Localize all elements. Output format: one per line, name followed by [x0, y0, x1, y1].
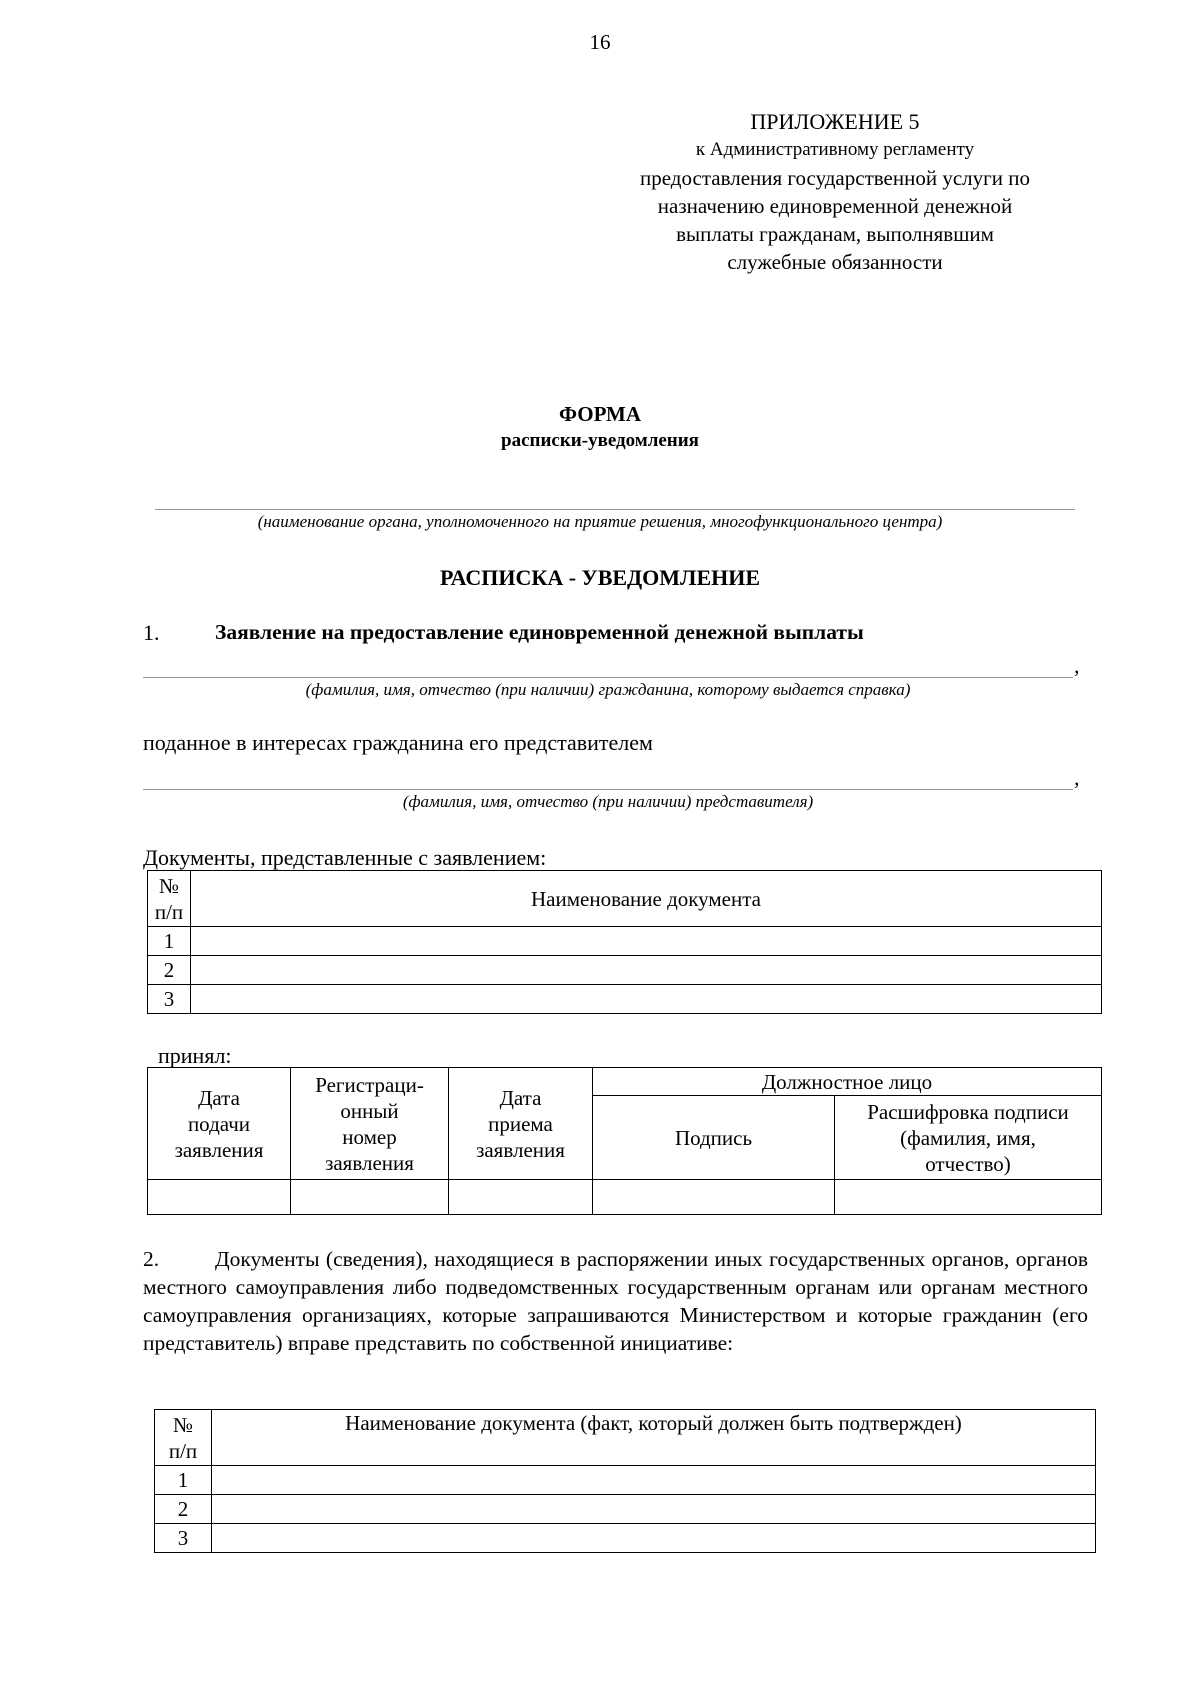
row-number: 3: [148, 985, 191, 1014]
col-reg-number-header: Регистраци- онный номер заявления: [291, 1068, 449, 1180]
documents-table: [147, 870, 1102, 1014]
document-name-cell[interactable]: [212, 1495, 1096, 1524]
col-number-header: № п/п: [155, 1410, 212, 1466]
section2-paragraph: [143, 1245, 1088, 1357]
appendix-title: ПРИЛОЖЕНИЕ 5: [750, 109, 920, 134]
form-title: ФОРМА: [558, 402, 642, 426]
section2-number: 2.: [143, 1247, 160, 1271]
reg-number-cell[interactable]: [291, 1180, 449, 1215]
org-caption: (наименование органа, уполномоченного на приятие решения, многофункционального центра): [257, 512, 943, 531]
section1-number: 1.: [143, 620, 160, 645]
section2-text: Документы (сведения), находящиеся в распоряжении иных государственных органов, органов местного самоуправления либо подведомственных государственным органам или органам местного самоуправления организациях, которые запрашиваются Министерством и которые гражданин (его представитель) вправе представить по собственной инициативе:: [143, 1247, 1088, 1355]
col-signature-header: Подпись: [593, 1096, 835, 1180]
page-number: 16: [589, 30, 611, 54]
comma: ,: [1074, 653, 1080, 678]
appendix-line: служебные обязанности: [727, 250, 943, 274]
col-accept-date-header: Дата приема заявления: [449, 1068, 593, 1180]
appendix-line: к Административному регламенту: [695, 139, 975, 160]
submit-date-cell[interactable]: [148, 1180, 291, 1215]
document-name-cell[interactable]: [191, 985, 1102, 1014]
table-row: [148, 927, 1102, 956]
documents-label: Документы, представленные с заявлением:: [143, 845, 547, 870]
citizen-caption: (фамилия, имя, отчество (при наличии) гражданина, которому выдается справка): [305, 680, 911, 699]
appendix-line: выплаты гражданам, выполнявшим: [676, 222, 994, 246]
accepted-label: принял:: [158, 1043, 232, 1068]
row-number: 1: [148, 927, 191, 956]
document-name-cell[interactable]: [191, 956, 1102, 985]
representative-name-line: [143, 789, 1073, 790]
document-name-cell[interactable]: [212, 1524, 1096, 1553]
appendix-line: назначению единовременной денежной: [657, 194, 1013, 218]
document-name-cell[interactable]: [191, 927, 1102, 956]
representative-caption: (фамилия, имя, отчество (при наличии) представителя): [402, 792, 814, 811]
table-row: [148, 956, 1102, 985]
col-name-header: Наименование документа: [191, 871, 1102, 927]
table-header-row: [155, 1410, 1096, 1466]
accept-date-cell[interactable]: [449, 1180, 593, 1215]
row-number: 2: [148, 956, 191, 985]
table-row: [155, 1524, 1096, 1553]
table-header-row: [148, 871, 1102, 927]
org-name-line: [155, 509, 1075, 510]
col-submit-date-header: Дата подачи заявления: [148, 1068, 291, 1180]
table-row: [155, 1495, 1096, 1524]
table-header-row: [148, 1068, 1102, 1096]
row-number: 2: [155, 1495, 212, 1524]
citizen-name-line: [143, 677, 1073, 678]
col-name-header: Наименование документа (факт, который должен быть подтвержден): [212, 1410, 1096, 1466]
section2-table: [154, 1409, 1096, 1553]
appendix-header: [600, 108, 1070, 276]
section1-heading: Заявление на предоставление единовременной денежной выплаты: [215, 620, 864, 644]
signature-cell[interactable]: [593, 1180, 835, 1215]
acceptance-table: [147, 1067, 1102, 1215]
table-row: [148, 985, 1102, 1014]
appendix-line: предоставления государственной услуги по: [640, 166, 1030, 190]
form-subtitle: расписки-уведомления: [501, 430, 699, 451]
table-row: [148, 1180, 1102, 1215]
table-row: [155, 1466, 1096, 1495]
row-number: 3: [155, 1524, 212, 1553]
representative-text: поданное в интересах гражданина его представителем: [143, 730, 653, 755]
row-number: 1: [155, 1466, 212, 1495]
signature-decode-cell[interactable]: [835, 1180, 1102, 1215]
official-header: Должностное лицо: [593, 1068, 1102, 1096]
comma: ,: [1074, 765, 1080, 790]
receipt-title: РАСПИСКА - УВЕДОМЛЕНИЕ: [439, 565, 761, 590]
col-number-header: № п/п: [148, 871, 191, 927]
col-signature-decode-header: Расшифровка подписи (фамилия, имя, отчество): [835, 1096, 1102, 1180]
document-name-cell[interactable]: [212, 1466, 1096, 1495]
